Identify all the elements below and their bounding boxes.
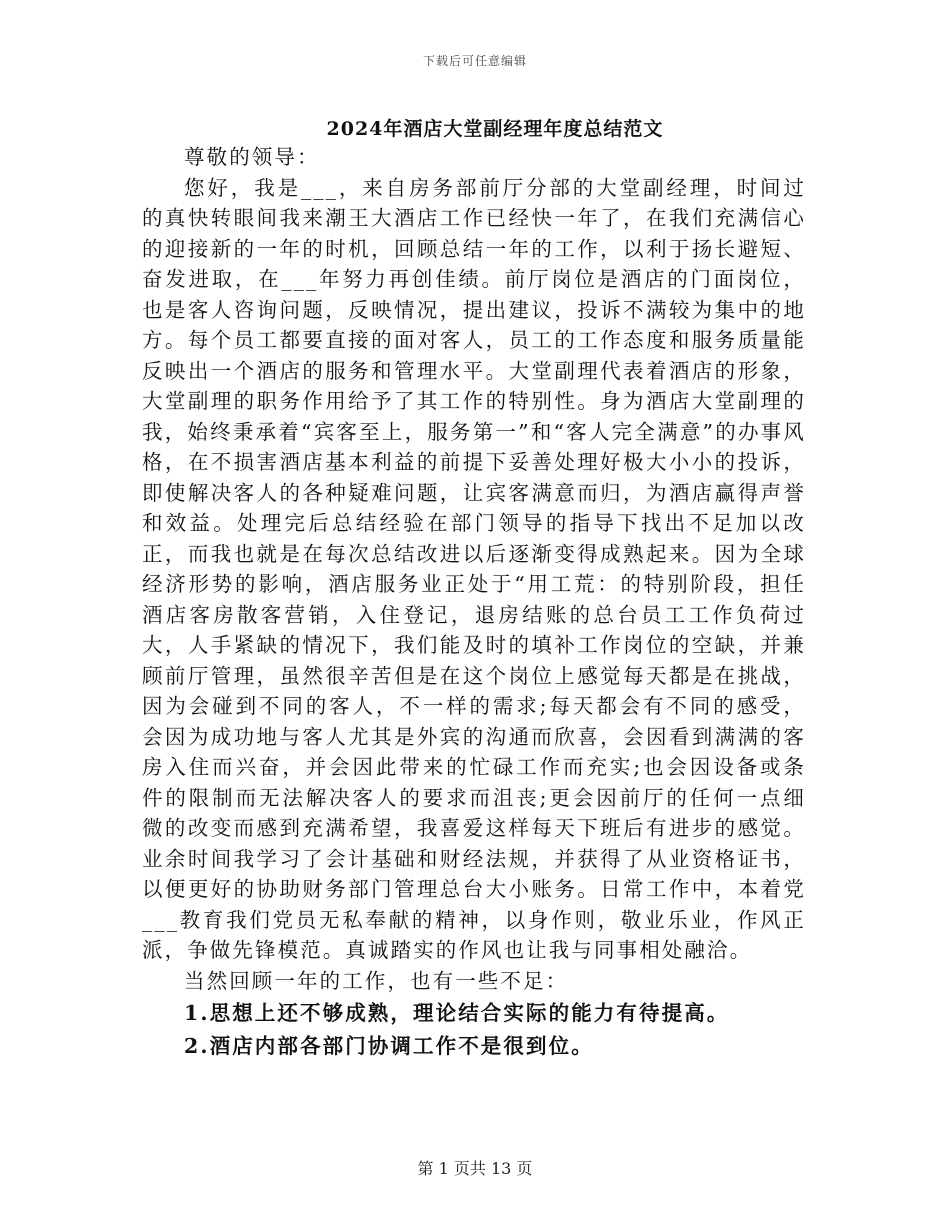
document-body	[142, 142, 806, 1061]
paragraph-shortcomings-intro: 当然回顾一年的工作，也有一些不足：	[184, 968, 569, 993]
document-title: 2024年酒店大堂副经理年度总结范文	[326, 118, 664, 140]
shortcoming-item-2: 2.酒店内部各部门协调工作不是很到位。	[184, 1033, 594, 1058]
paragraph-main: 您好，我是___，来自房务部前厅分部的大堂副经理，时间过的真快转眼间我来潮王大酒店工作已经快一年了，在我们充满信心的迎接新的一年的时机，回顾总结一年的工作，以利于扬长避短、奋发进取，在___年努力再创佳绩。前厅岗位是酒店的门面岗位，也是客人咨询问题，反映情况，提出建议，投诉不满较为集中的地方。每个员工都要直接的面对客人，员工的工作态度和服务质量能反映出一个酒店的服务和管理水平。大堂副理代表着酒店的形象，大堂副理的职务作用给予了其工作的特别性。身为酒店大堂副理的我，始终秉承着“宾客至上，服务第一”和“客人完全满意”的办事风格，在不损害酒店基本利益的前提下妥善处理好极大小小的投诉，即使解决客人的各种疑难问题，让宾客满意而归，为酒店赢得声誉和效益。处理完后总结经验在部门领导的指导下找出不足加以改正，而我也就是在每次总结改进以后逐渐变得成熟起来。因为全球经济形势的影响，酒店服务业正处于“用工荒：的特别阶段，担任酒店客房散客营销，入住登记，退房结账的总台员工工作负荷过大，人手紧缺的情况下，我们能及时的填补工作岗位的空缺，并兼顾前厅管理，虽然很辛苦但是在这个岗位上感觉每天都是在挑战，因为会碰到不同的客人，不一样的需求;每天都会有不同的感受，会因为成功地与客人尤其是外宾的沟通而欣喜，会因看到满满的客房入住而兴奋，并会因此带来的忙碌工作而充实;也会因设备或条件的限制而无法解决客人的要求而沮丧;更会因前厅的任何一点细微的改变而感到充满希望，我喜爱这样每天下班后有进步的感觉。业余时间我学习了会计基础和财经法规，并获得了从业资格证书，以便更好的协助财务部门管理总台大小账务。日常工作中，本着党___教育我们党员无私奉献的精神，以身作则，敬业乐业，作风正派，争做先锋模范。真诚踏实的作风也让我与同事相处融洽。	[142, 175, 806, 962]
page-footer: 第 1 页共 13 页	[417, 1159, 533, 1178]
shortcoming-item-1: 1.思想上还不够成熟，理论结合实际的能力有待提高。	[184, 1001, 730, 1025]
header-note: 下载后可任意编辑	[422, 54, 527, 68]
salutation: 尊敬的领导：	[184, 145, 320, 169]
